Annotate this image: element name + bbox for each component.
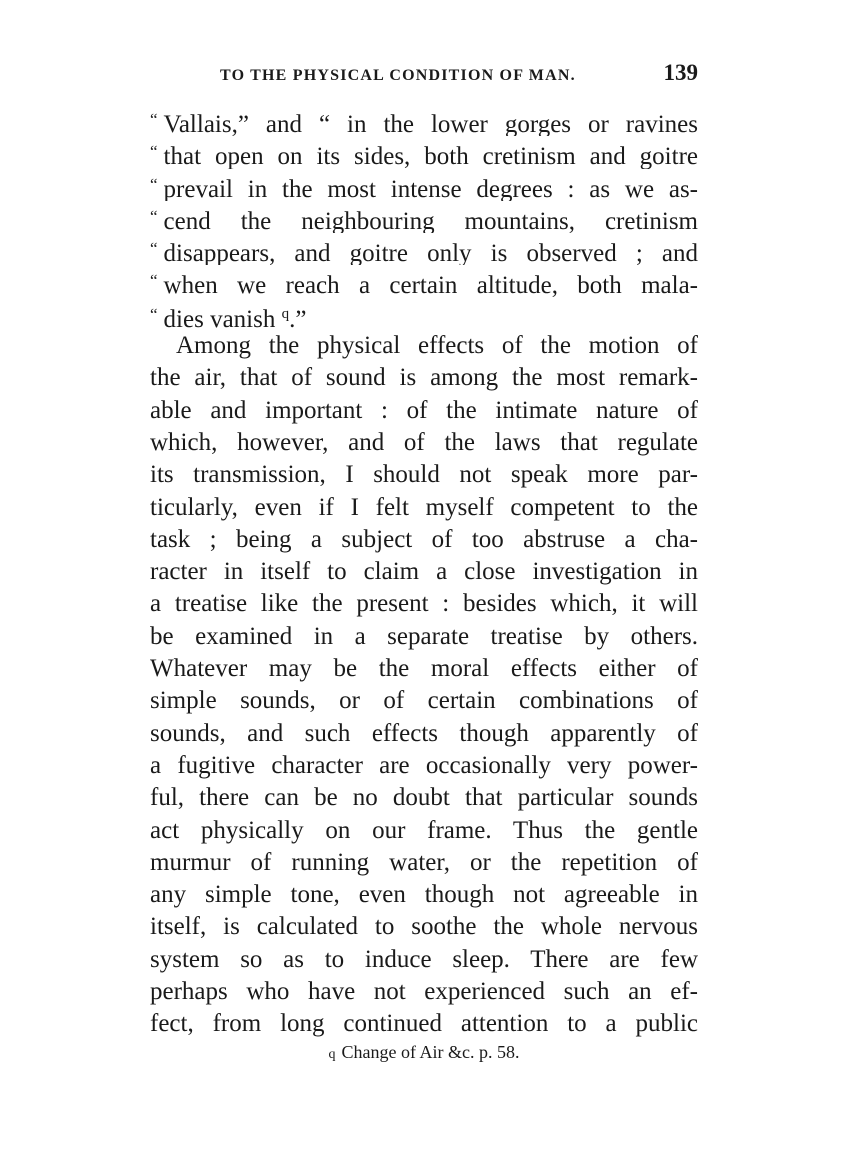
quote-mark: “ [150,271,158,291]
quote-line [150,298,698,330]
running-title: TO THE PHYSICAL CONDITION OF MAN. [220,67,576,84]
quote-mark: “ [150,110,158,129]
quote-line [150,265,698,297]
paragraph-line: simple sounds, or of certain combinations of [150,687,698,715]
paragraph-line: Among the physical effects of the motion of [176,332,698,360]
footnote [150,1042,698,1063]
paragraph-line: a fugitive character are occasionally very power- [150,751,698,779]
paragraph-line: perhaps who have not experienced such an ef- [150,978,698,1006]
quote-mark: “ [150,304,158,324]
quote-line-text: prevail in the most intense degrees : as we as- [163,175,698,201]
paragraph-line: be examined in a separate treatise by others. [150,622,698,650]
paragraph-line: Whatever may be the moral effects either of [150,655,698,683]
paragraph-line: task ; being a subject of too abstruse a cha- [150,525,698,553]
quote-line-text: that open on its sides, both cretinism and goitre [163,143,698,169]
quote-line-text: dies vanish [163,305,276,331]
quote-close: .” [289,305,307,331]
quote-line [150,104,698,136]
paragraph-line: able and important : of the intimate nature of [150,396,698,424]
footnote-text: Change of Air &c. p. 58. [341,1042,520,1062]
paragraph-line: itself, is calculated to soothe the whole nervous [150,913,698,941]
paragraph-line: ful, there can be no doubt that particular sounds [150,784,698,812]
quote-mark: “ [150,239,158,259]
paragraph-line: racter in itself to claim a close investigation in [150,558,698,586]
footnote-marker: q [328,1047,336,1062]
quote-mark: “ [150,142,158,162]
quote-line [150,136,698,168]
paragraph-line: fect, from long continued attention to a public [150,1010,698,1038]
paragraph-line: sounds, and such effects though apparently of [150,719,698,747]
paragraph-line: any simple tone, even though not agreeable in [150,881,698,909]
paragraph-line: ticularly, even if I felt myself competent to the [150,493,698,521]
quote-line-text: Vallais,” and “ in the lower gorges or ravines [163,111,698,137]
quote-line-text: disappears, and goitre only is observed ; and [163,240,698,266]
quote-line-text: cend the neighbouring mountains, cretinism [163,207,698,234]
paragraph-line: its transmission, I should not speak more par- [150,461,698,489]
paragraph-line: murmur of running water, or the repetition of [150,848,698,876]
body-text [150,104,698,1041]
paragraph-line: which, however, and of the laws that regulate [150,428,698,456]
paragraph-line: the air, that of sound is among the most remark- [150,364,698,392]
paragraph-line: a treatise like the present : besides which, it will [150,590,698,618]
paragraph-line: act physically on our frame. Thus the gentle [150,816,698,844]
page-number: 139 [663,60,698,85]
quote-mark: “ [150,206,158,226]
running-head [150,60,698,94]
quote-line [150,169,698,201]
quote-line [150,233,698,265]
quote-line-text: when we reach a certain altitude, both mala- [163,272,698,298]
footnote-reference: q [281,305,290,322]
quote-mark: “ [150,174,158,194]
quote-line [150,201,698,233]
paragraph-line: system so as to induce sleep. There are few [150,945,698,973]
